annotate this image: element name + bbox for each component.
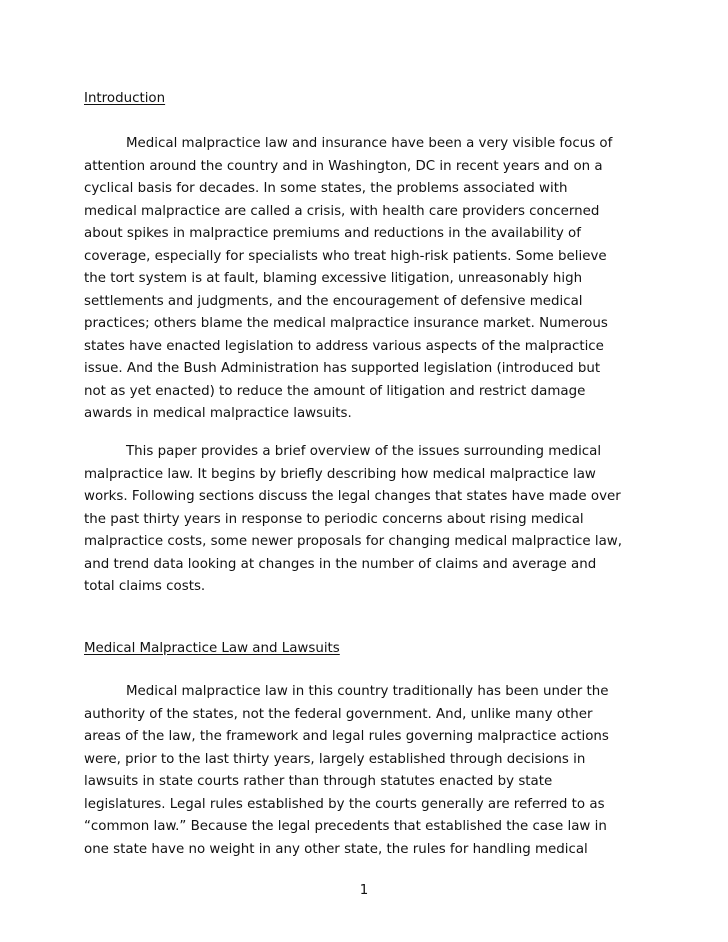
text-line: This paper provides a brief overview of the issues surrounding medical [126,444,602,459]
text-line: malpractice law. It begins by briefly describing how medical malpractice law [84,466,596,482]
text-line: settlements and judgments, and the encouragement of defensive medical [84,293,583,309]
text-line: Medical malpractice law in this country traditionally has been under the [126,684,609,699]
text-line: lawsuits in state courts rather than through statutes enacted by state [84,774,553,789]
text-line: were, prior to the last thirty years, largely established through decisions in [84,751,586,767]
text-line: works. Following sections discuss the legal changes that states have made over [84,489,621,504]
text-line: legislatures. Legal rules established by the courts generally are referred to as [84,796,605,812]
paragraph-intro-2 [84,441,650,599]
text-line: one state have no weight in any other state, the rules for handling medical [84,841,588,857]
text-line: areas of the law, the framework and legal rules governing malpractice actions [84,729,609,744]
page-number: 1 [359,883,369,898]
text-line: not as yet enacted) to reduce the amount of litigation and restrict damage [84,383,586,399]
text-line: practices; others blame the medical malpractice insurance market. Numerous [84,316,608,331]
text-line: “common law.” Because the legal precedents that established the case law in [84,819,607,834]
text-line: attention around the country and in Washington, DC in recent years and on a [84,158,603,174]
text-line: authority of the states, not the federal government. And, unlike many other [84,706,593,722]
text-line: about spikes in malpractice premiums and reductions in the availability of [84,226,581,241]
paragraph-intro-1 [84,133,650,426]
section-heading-malpractice-law: Medical Malpractice Law and Lawsuits [84,641,340,656]
text-line: Medical malpractice law and insurance have been a very visible focus of [126,136,613,151]
text-line: the tort system is at fault, blaming excessive litigation, unreasonably high [84,271,583,286]
text-line: states have enacted legislation to address various aspects of the malpractice [84,338,604,354]
text-line: awards in medical malpractice lawsuits. [84,406,352,421]
paragraph-law-1 [84,681,650,861]
text-line: total claims costs. [84,579,206,594]
text-line: the past thirty years in response to periodic concerns about rising medical [84,511,584,527]
section-heading-introduction: Introduction [84,91,166,106]
text-line: issue. And the Bush Administration has supported legislation (introduced but [84,361,601,376]
text-line: malpractice costs, some newer proposals for changing medical malpractice law, [84,534,622,549]
text-line: and trend data looking at changes in the number of claims and average and [84,556,597,572]
text-line: coverage, especially for specialists who treat high-risk patients. Some believe [84,248,607,264]
text-line: cyclical basis for decades. In some states, the problems associated with [84,181,568,196]
text-line: medical malpractice are called a crisis, with health care providers concerned [84,203,600,219]
